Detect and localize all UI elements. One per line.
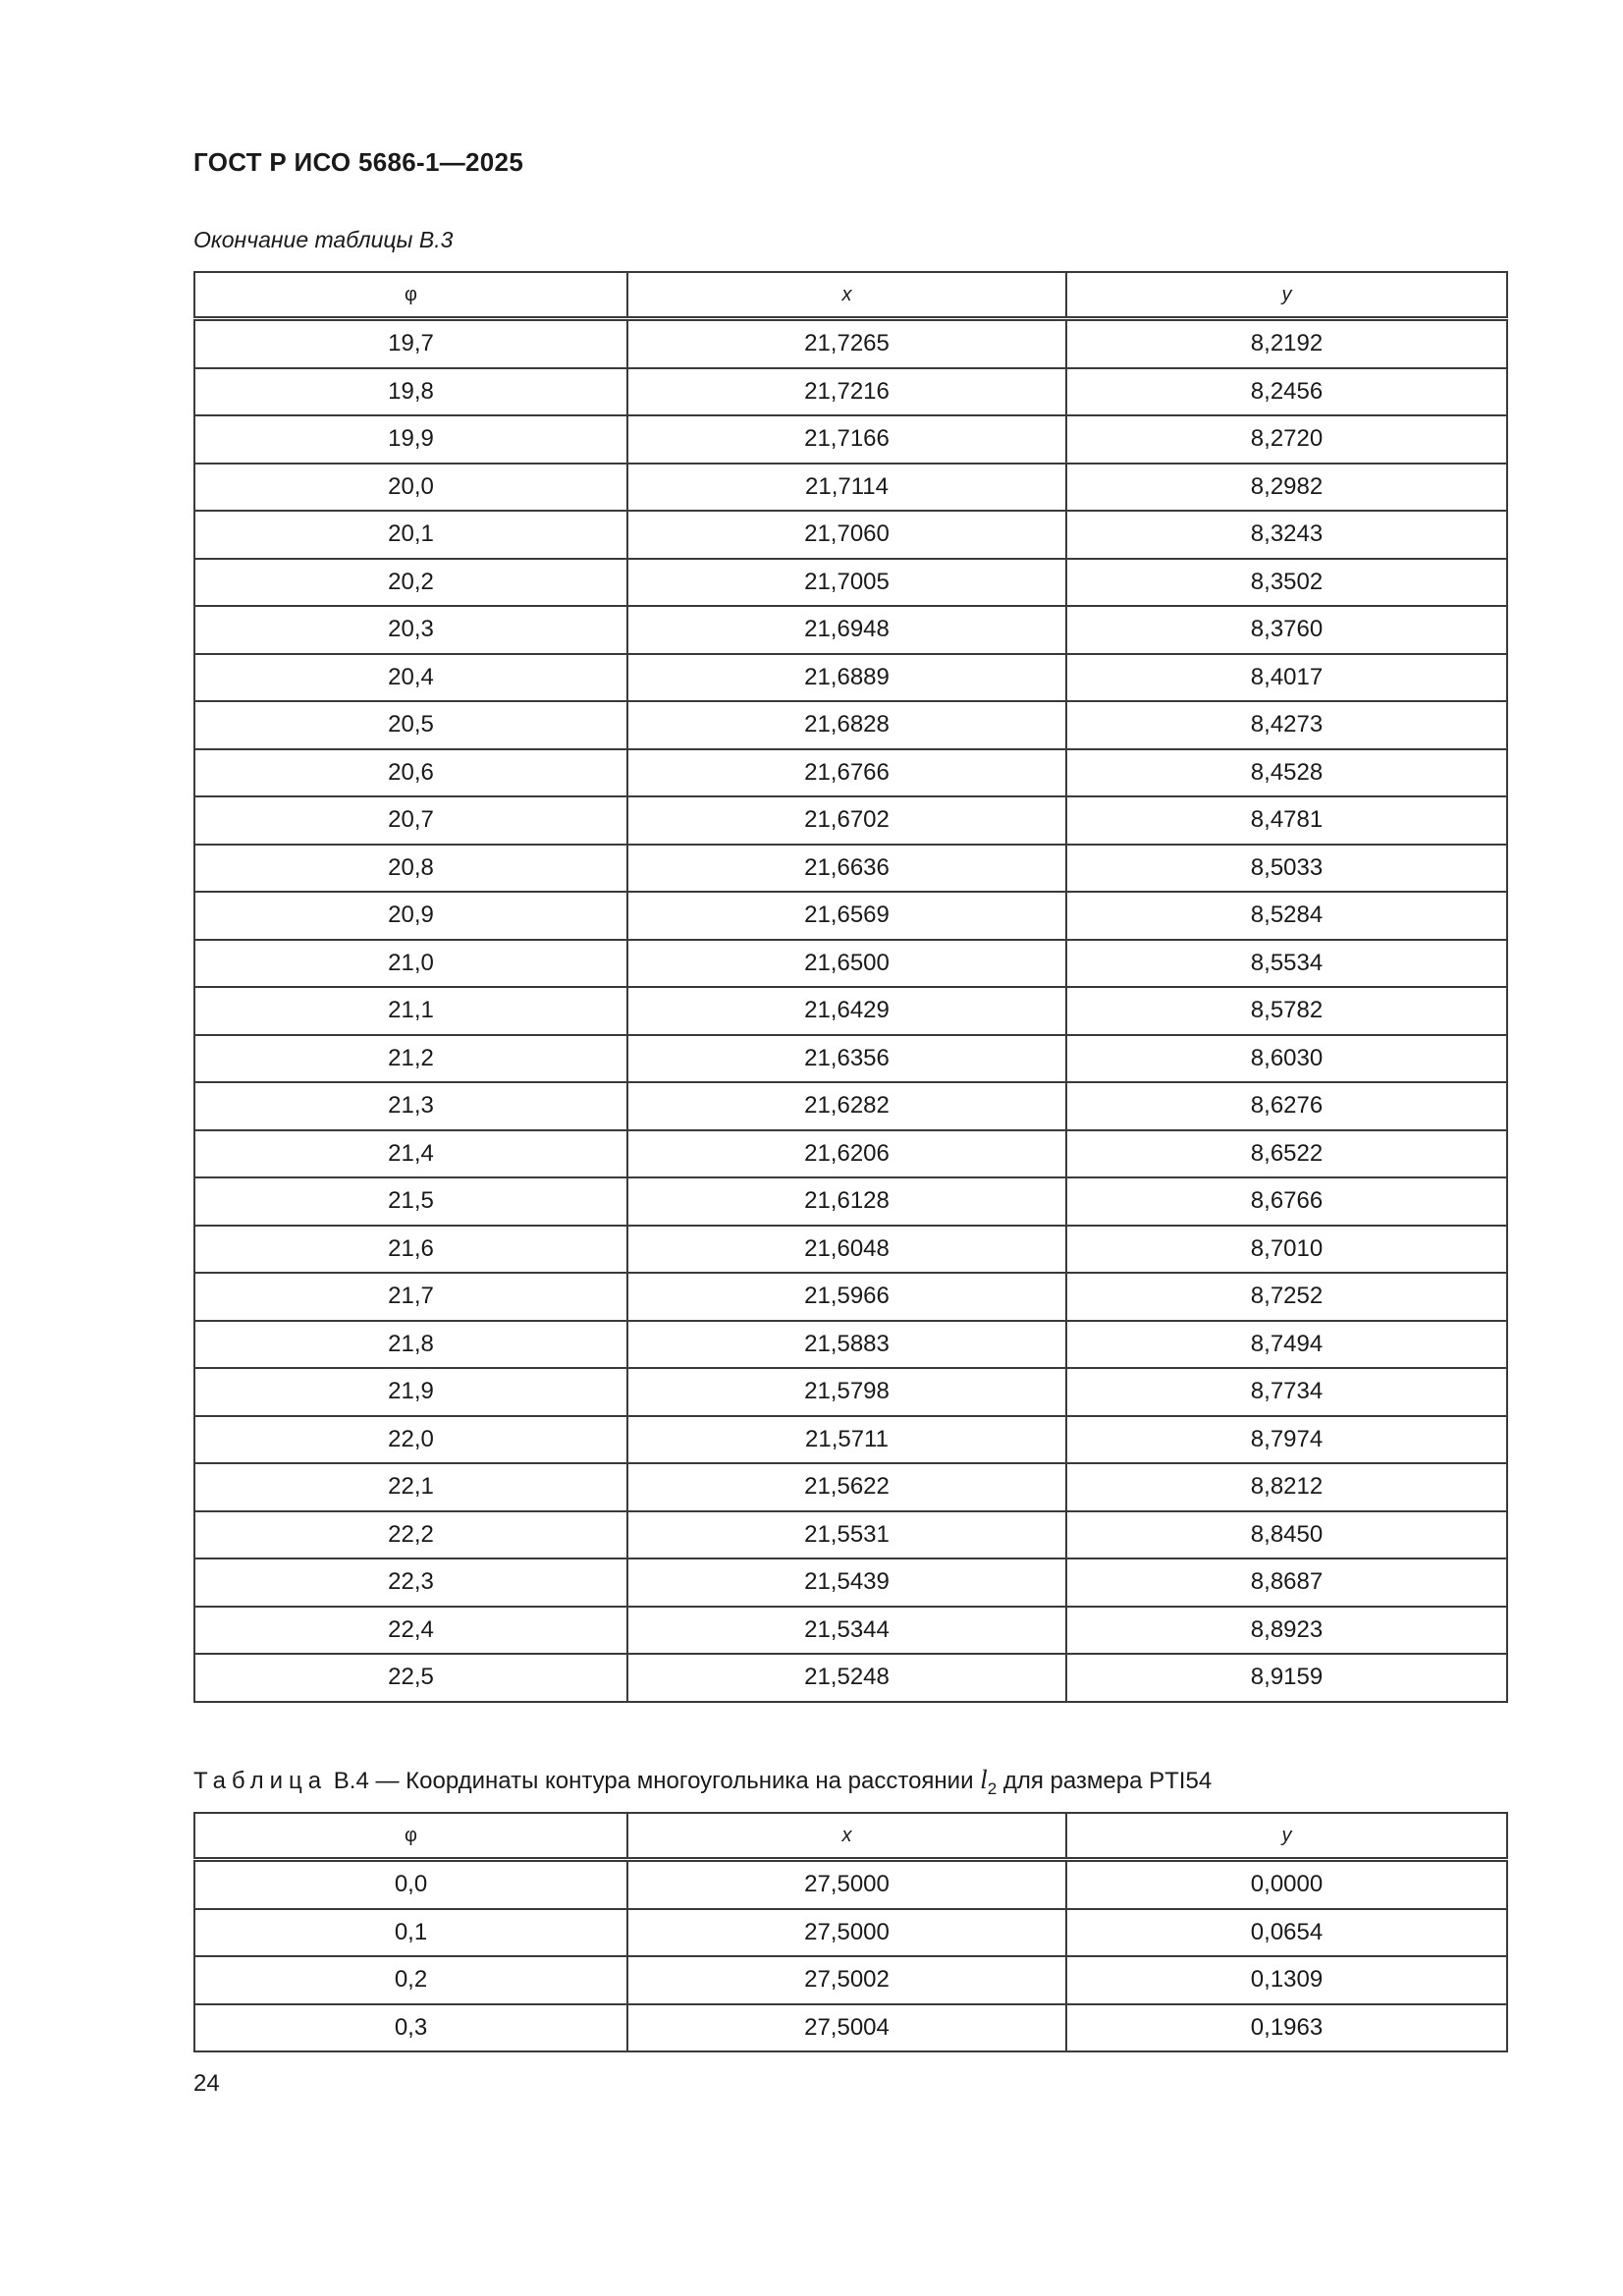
table-row [194, 987, 1507, 1035]
table-caption-text: В.4 — Координаты контура многоугольника на расстоянии [333, 1768, 974, 1794]
y-cell: 8,7010 [1066, 1226, 1507, 1274]
y-cell: 8,4273 [1066, 701, 1507, 749]
x-cell: 21,6206 [627, 1130, 1066, 1178]
x-cell: 27,5002 [627, 1956, 1066, 2004]
table-row [194, 319, 1507, 368]
phi-cell: 21,9 [194, 1368, 627, 1416]
x-cell: 21,7216 [627, 368, 1066, 416]
phi-cell: 21,0 [194, 940, 627, 988]
table-row [194, 654, 1507, 702]
phi-cell: 21,4 [194, 1130, 627, 1178]
phi-cell: 21,7 [194, 1273, 627, 1321]
y-cell: 8,4528 [1066, 749, 1507, 797]
table-row [194, 1860, 1507, 1909]
phi-cell: 21,1 [194, 987, 627, 1035]
phi-cell: 22,0 [194, 1416, 627, 1464]
page-number: 24 [193, 2070, 220, 2097]
y-cell: 8,6030 [1066, 1035, 1507, 1083]
column-header-x: x [627, 1813, 1066, 1860]
phi-cell: 20,7 [194, 796, 627, 845]
y-cell: 8,6276 [1066, 1082, 1507, 1130]
table-b4 [193, 1812, 1508, 2052]
phi-cell: 19,8 [194, 368, 627, 416]
phi-cell: 0,0 [194, 1860, 627, 1909]
y-cell: 8,5284 [1066, 892, 1507, 940]
table-b4-body [194, 1860, 1507, 2052]
x-cell: 21,5966 [627, 1273, 1066, 1321]
y-cell: 0,0654 [1066, 1909, 1507, 1957]
x-cell: 21,5711 [627, 1416, 1066, 1464]
table-row [194, 796, 1507, 845]
y-cell: 8,7974 [1066, 1416, 1507, 1464]
phi-cell: 20,8 [194, 845, 627, 893]
document-header: ГОСТ Р ИСО 5686-1—2025 [193, 147, 524, 177]
table-row [194, 1956, 1507, 2004]
phi-cell: 21,6 [194, 1226, 627, 1274]
x-cell: 21,5439 [627, 1558, 1066, 1607]
table-row [194, 892, 1507, 940]
y-cell: 8,4781 [1066, 796, 1507, 845]
phi-cell: 19,9 [194, 415, 627, 464]
column-header-phi: φ [194, 272, 627, 319]
phi-cell: 20,2 [194, 559, 627, 607]
table-header-row [194, 272, 1507, 319]
phi-cell: 22,3 [194, 1558, 627, 1607]
phi-cell: 22,4 [194, 1607, 627, 1655]
table-row [194, 368, 1507, 416]
y-cell: 8,6522 [1066, 1130, 1507, 1178]
y-cell: 8,7252 [1066, 1273, 1507, 1321]
phi-cell: 21,2 [194, 1035, 627, 1083]
x-cell: 21,6636 [627, 845, 1066, 893]
y-cell: 8,3243 [1066, 511, 1507, 559]
x-cell: 27,5000 [627, 1909, 1066, 1957]
table-row [194, 845, 1507, 893]
table-caption-suffix: для размера PTI54 [1002, 1768, 1213, 1794]
table-row [194, 415, 1507, 464]
y-cell: 8,7734 [1066, 1368, 1507, 1416]
phi-cell: 21,5 [194, 1177, 627, 1226]
table-row [194, 2004, 1507, 2052]
table-row [194, 1226, 1507, 1274]
table-row [194, 940, 1507, 988]
y-cell: 8,3760 [1066, 606, 1507, 654]
phi-cell: 22,2 [194, 1511, 627, 1559]
phi-cell: 0,1 [194, 1909, 627, 1957]
x-cell: 27,5000 [627, 1860, 1066, 1909]
table-row [194, 1463, 1507, 1511]
distance-subscript: 2 [987, 1778, 998, 1798]
y-cell: 8,5782 [1066, 987, 1507, 1035]
phi-cell: 20,9 [194, 892, 627, 940]
phi-cell: 0,2 [194, 1956, 627, 2004]
x-cell: 21,6828 [627, 701, 1066, 749]
phi-cell: 21,3 [194, 1082, 627, 1130]
y-cell: 8,5534 [1066, 940, 1507, 988]
x-cell: 21,7265 [627, 319, 1066, 368]
table-row [194, 1558, 1507, 1607]
y-cell: 8,2192 [1066, 319, 1507, 368]
table-row [194, 1130, 1507, 1178]
x-cell: 21,6702 [627, 796, 1066, 845]
table-row [194, 1082, 1507, 1130]
x-cell: 21,6128 [627, 1177, 1066, 1226]
y-cell: 8,2720 [1066, 415, 1507, 464]
x-cell: 21,5798 [627, 1368, 1066, 1416]
y-cell: 0,1309 [1066, 1956, 1507, 2004]
phi-cell: 22,1 [194, 1463, 627, 1511]
x-cell: 21,6356 [627, 1035, 1066, 1083]
table-row [194, 1511, 1507, 1559]
y-cell: 8,5033 [1066, 845, 1507, 893]
x-cell: 21,7114 [627, 464, 1066, 512]
y-cell: 8,7494 [1066, 1321, 1507, 1369]
x-cell: 21,5531 [627, 1511, 1066, 1559]
y-cell: 8,8923 [1066, 1607, 1507, 1655]
table-b4-caption [193, 1765, 1212, 1799]
table-b3-continuation-caption: Окончание таблицы В.3 [193, 227, 454, 252]
table-row [194, 606, 1507, 654]
phi-cell: 0,3 [194, 2004, 627, 2052]
column-header-x: x [627, 272, 1066, 319]
table-row [194, 1368, 1507, 1416]
x-cell: 21,6048 [627, 1226, 1066, 1274]
x-cell: 27,5004 [627, 2004, 1066, 2052]
x-cell: 21,5883 [627, 1321, 1066, 1369]
y-cell: 8,2982 [1066, 464, 1507, 512]
column-header-y: y [1066, 1813, 1507, 1860]
table-row [194, 1909, 1507, 1957]
x-cell: 21,6948 [627, 606, 1066, 654]
table-row [194, 559, 1507, 607]
y-cell: 8,3502 [1066, 559, 1507, 607]
table-row [194, 464, 1507, 512]
table-row [194, 1273, 1507, 1321]
phi-cell: 20,4 [194, 654, 627, 702]
y-cell: 8,8212 [1066, 1463, 1507, 1511]
table-row [194, 1321, 1507, 1369]
x-cell: 21,7166 [627, 415, 1066, 464]
x-cell: 21,5248 [627, 1654, 1066, 1702]
x-cell: 21,5344 [627, 1607, 1066, 1655]
table-row [194, 511, 1507, 559]
table-row [194, 1416, 1507, 1464]
table-row [194, 749, 1507, 797]
x-cell: 21,6429 [627, 987, 1066, 1035]
phi-cell: 20,5 [194, 701, 627, 749]
phi-cell: 20,0 [194, 464, 627, 512]
x-cell: 21,5622 [627, 1463, 1066, 1511]
column-header-phi: φ [194, 1813, 627, 1860]
y-cell: 8,8687 [1066, 1558, 1507, 1607]
table-caption-word: Таблица [193, 1768, 328, 1794]
phi-cell: 20,3 [194, 606, 627, 654]
y-cell: 0,1963 [1066, 2004, 1507, 2052]
table-row [194, 1035, 1507, 1083]
x-cell: 21,6500 [627, 940, 1066, 988]
x-cell: 21,7060 [627, 511, 1066, 559]
y-cell: 8,6766 [1066, 1177, 1507, 1226]
table-row [194, 1607, 1507, 1655]
phi-cell: 22,5 [194, 1654, 627, 1702]
y-cell: 0,0000 [1066, 1860, 1507, 1909]
phi-cell: 20,6 [194, 749, 627, 797]
x-cell: 21,6569 [627, 892, 1066, 940]
phi-cell: 19,7 [194, 319, 627, 368]
y-cell: 8,4017 [1066, 654, 1507, 702]
table-row [194, 1177, 1507, 1226]
x-cell: 21,6282 [627, 1082, 1066, 1130]
table-b3-body [194, 319, 1507, 1702]
table-row [194, 1654, 1507, 1702]
column-header-y: y [1066, 272, 1507, 319]
distance-symbol: l [980, 1765, 988, 1794]
phi-cell: 21,8 [194, 1321, 627, 1369]
phi-cell: 20,1 [194, 511, 627, 559]
y-cell: 8,2456 [1066, 368, 1507, 416]
y-cell: 8,8450 [1066, 1511, 1507, 1559]
table-b3 [193, 271, 1508, 1703]
y-cell: 8,9159 [1066, 1654, 1507, 1702]
table-header-row [194, 1813, 1507, 1860]
x-cell: 21,7005 [627, 559, 1066, 607]
x-cell: 21,6889 [627, 654, 1066, 702]
table-row [194, 701, 1507, 749]
x-cell: 21,6766 [627, 749, 1066, 797]
